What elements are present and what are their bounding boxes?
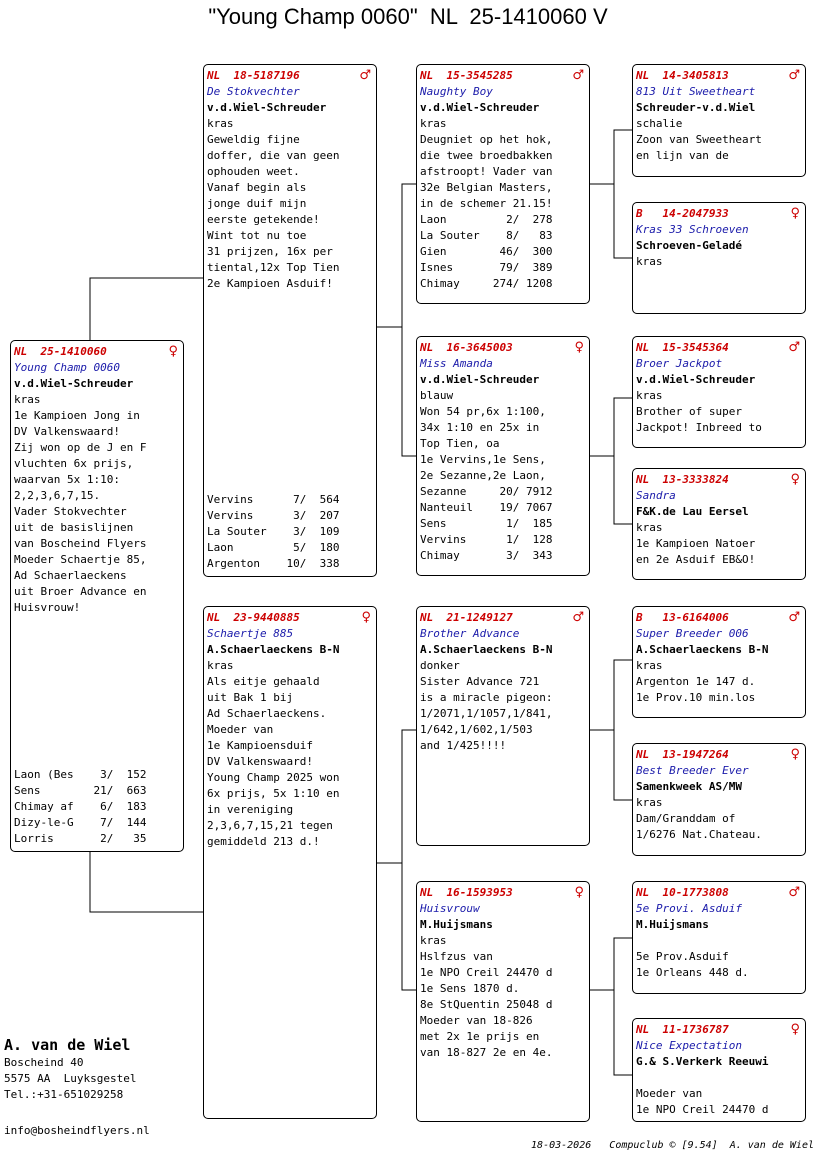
male-icon: ♂	[788, 340, 800, 355]
ring-number: NL 16-3645003	[420, 341, 513, 354]
pigeon-name: Young Champ 0060	[14, 361, 120, 374]
pigeon-note-line: Sister Advance 721	[420, 675, 540, 688]
pigeon-note-line: afstroopt! Vader van	[420, 165, 553, 178]
pigeon-name: Broer Jackpot	[636, 357, 723, 370]
ring-number: NL 15-3545364	[636, 341, 729, 354]
pigeon-color: kras	[636, 389, 663, 402]
pigeon-note-line: Dam/Granddam of	[636, 812, 736, 825]
pigeon-note-line: 1e Kampioensduif	[207, 739, 313, 752]
pigeon-note-line: 1e Vervins,1e Sens,	[420, 453, 546, 466]
pigeon-note-line: Moeder van	[636, 1087, 703, 1100]
pigeon-name: Huisvrouw	[420, 902, 480, 915]
pigeon-name: Schaertje 885	[207, 627, 294, 640]
pigeon-note-line: 2,2,3,6,7,15.	[14, 489, 101, 502]
pigeon-card-dss[interactable]	[632, 606, 806, 718]
pigeon-note-line: met 2x 1e prijs en	[420, 1030, 540, 1043]
pigeon-note-line: in de schemer 21.15!	[420, 197, 553, 210]
pigeon-owner: Schroeven-Geladé	[636, 239, 742, 252]
pigeon-card-sire[interactable]	[203, 64, 377, 577]
race-result-line: Vervins 7/ 564	[207, 493, 340, 506]
pigeon-note-line: uit Broer Advance en	[14, 585, 147, 598]
pigeon-note-line: 6x prijs, 5x 1:10 en	[207, 787, 340, 800]
pigeon-owner: F&K.de Lau Eersel	[636, 505, 749, 518]
pigeon-note-line: 2,3,6,7,15,21 tegen	[207, 819, 333, 832]
ring-number: NL 11-1736787	[636, 1023, 729, 1036]
pigeon-note-line: doffer, die van geen	[207, 149, 340, 162]
male-icon: ♂	[788, 885, 800, 900]
male-icon: ♂	[359, 68, 371, 83]
pigeon-color	[636, 1070, 802, 1086]
pigeon-note-line: Argenton 1e 147 d.	[636, 675, 756, 688]
pigeon-card-ddd[interactable]	[632, 1018, 806, 1122]
pigeon-color: kras	[636, 659, 663, 672]
pigeon-card-dam-dam[interactable]	[416, 881, 590, 1122]
race-result-line: Laon 5/ 180	[207, 541, 340, 554]
pigeon-owner: M.Huijsmans	[420, 918, 493, 931]
pigeon-note-line: 1e NPO Creil 24470 d	[636, 1103, 769, 1116]
pigeon-note-line: 1e NPO Creil 24470 d	[420, 966, 553, 979]
pigeon-note-line: 1e Orleans 448 d.	[636, 966, 749, 979]
ring-number: NL 14-3405813	[636, 69, 729, 82]
ring-number: NL 15-3545285	[420, 69, 513, 82]
male-icon: ♂	[788, 610, 800, 625]
breeder-phone: Tel.:+31-651029258	[4, 1088, 124, 1101]
pigeon-note-line: Moeder Schaertje 85,	[14, 553, 147, 566]
pigeon-color: kras	[14, 393, 41, 406]
female-icon: ♀	[790, 1022, 800, 1037]
pigeon-note-line: Zij won op de J en F	[14, 441, 147, 454]
pigeon-note-line: Won 54 pr,6x 1:100,	[420, 405, 546, 418]
pigeon-note-line: die twee broedbakken	[420, 149, 553, 162]
pigeon-note-line: 1e Kampioen Natoer	[636, 537, 756, 550]
pigeon-note-line: Chimay 274/ 1208	[420, 277, 553, 290]
pigeon-note-line: gemiddeld 213 d.!	[207, 835, 320, 848]
race-result-line: Argenton 10/ 338	[207, 557, 340, 570]
pigeon-name: 5e Provi. Asduif	[636, 902, 742, 915]
pigeon-note-line: Moeder van	[207, 723, 274, 736]
pigeon-note-line: Als eitje gehaald	[207, 675, 320, 688]
ring-number: NL 21-1249127	[420, 611, 513, 624]
race-result-line: Dizy-le-G 7/ 144	[14, 816, 147, 829]
pigeon-owner: M.Huijsmans	[636, 918, 709, 931]
pigeon-note-line: 1/642,1/602,1/503	[420, 723, 533, 736]
pigeon-name: Best Breeder Ever	[636, 764, 749, 777]
ring-number: B 13-6164006	[636, 611, 729, 624]
pigeon-note-line: 1e Prov.10 min.los	[636, 691, 756, 704]
male-icon: ♂	[572, 68, 584, 83]
pigeon-note-line: 1/2071,1/1057,1/841,	[420, 707, 553, 720]
pigeon-note-line: Nanteuil 19/ 7067	[420, 501, 553, 514]
race-result-line: Lorris 2/ 35	[14, 832, 147, 845]
pigeon-note-line: uit Bak 1 bij	[207, 691, 294, 704]
pigeon-note-line: 2e Sezanne,2e Laon,	[420, 469, 546, 482]
pigeon-color: kras	[207, 659, 234, 672]
footer-credits: 18-03-2026 Compuclub © [9.54] A. van de Wiel	[531, 1140, 814, 1151]
pigeon-note-line: DV Valkenswaard!	[207, 755, 313, 768]
pigeon-card-dam-sire[interactable]	[416, 606, 590, 846]
pigeon-name: 813 Uit Sweetheart	[636, 85, 756, 98]
pigeon-card-sdd[interactable]	[632, 468, 806, 580]
pigeon-owner: A.Schaerlaeckens B-N	[636, 643, 769, 656]
pigeon-owner: A.Schaerlaeckens B-N	[207, 643, 340, 656]
pigeon-note-line: Isnes 79/ 389	[420, 261, 553, 274]
race-result-line: La Souter 3/ 109	[207, 525, 340, 538]
pigeon-card-dds[interactable]	[632, 881, 806, 994]
pigeon-note-line: Geweldig fijne	[207, 133, 300, 146]
pigeon-name: Miss Amanda	[420, 357, 493, 370]
pigeon-color: blauw	[420, 389, 454, 402]
race-result-line: Sens 21/ 663	[14, 784, 147, 797]
pigeon-card-dsd[interactable]	[632, 743, 806, 856]
female-icon: ♀	[790, 206, 800, 221]
pigeon-note-line: is a miracle pigeon:	[420, 691, 553, 704]
pigeon-note-line: 1e Kampioen Jong in	[14, 409, 140, 422]
pigeon-note-line: Huisvrouw!	[14, 601, 81, 614]
pigeon-note-line: 1e Sens 1870 d.	[420, 982, 520, 995]
pigeon-owner: v.d.Wiel-Schreuder	[207, 101, 327, 114]
pigeon-note-line: Brother of super	[636, 405, 742, 418]
pigeon-owner: A.Schaerlaeckens B-N	[420, 643, 553, 656]
pigeon-owner: v.d.Wiel-Schreuder	[636, 373, 756, 386]
pigeon-color: kras	[636, 255, 663, 268]
pigeon-color: donker	[420, 659, 460, 672]
ring-number: NL 10-1773808	[636, 886, 729, 899]
pigeon-note-line: Sens 1/ 185	[420, 517, 553, 530]
pigeon-note-line: tiental,12x Top Tien	[207, 261, 340, 274]
pigeon-note-line: and 1/425!!!!	[420, 739, 507, 752]
pigeon-owner: v.d.Wiel-Schreuder	[14, 377, 134, 390]
pigeon-note-line: Moeder van 18-826	[420, 1014, 533, 1027]
pigeon-note-line: Ad Schaerlaeckens	[14, 569, 127, 582]
pigeon-note-line: waarvan 5x 1:10:	[14, 473, 120, 486]
pigeon-note-line: Jackpot! Inbreed to	[636, 421, 762, 434]
pigeon-note-line: Young Champ 2025 won	[207, 771, 340, 784]
female-icon: ♀	[168, 344, 178, 359]
pigeon-note-line: 34x 1:10 en 25x in	[420, 421, 540, 434]
pigeon-note-line: Ad Schaerlaeckens.	[207, 707, 327, 720]
ring-number: NL 23-9440885	[207, 611, 300, 624]
race-result-line: Chimay af 6/ 183	[14, 800, 147, 813]
pigeon-note-line: Sezanne 20/ 7912	[420, 485, 553, 498]
pigeon-note-line: 8e StQuentin 25048 d	[420, 998, 553, 1011]
pigeon-name: Naughty Boy	[420, 85, 493, 98]
female-icon: ♀	[574, 885, 584, 900]
female-icon: ♀	[790, 472, 800, 487]
breeder-name: A. van de Wiel	[4, 1036, 131, 1054]
pigeon-owner: G.& S.Verkerk Reeuwi	[636, 1055, 769, 1068]
pigeon-card-dam[interactable]	[203, 606, 377, 1119]
pigeon-owner: Samenkweek AS/MW	[636, 780, 742, 793]
pigeon-note-line: Hslfzus van	[420, 950, 493, 963]
pigeon-note-line: Vader Stokvechter	[14, 505, 127, 518]
pigeon-card-subject[interactable]	[10, 340, 184, 852]
pigeon-note-line: Top Tien, oa	[420, 437, 500, 450]
pigeon-color	[636, 933, 802, 949]
pigeon-note-line: La Souter 8/ 83	[420, 229, 553, 242]
pigeon-note-line: 2e Kampioen Asduif!	[207, 277, 333, 290]
race-result-line: Vervins 3/ 207	[207, 509, 340, 522]
breeder-address-city: 5575 AA Luyksgestel	[4, 1072, 137, 1085]
pigeon-color: kras	[420, 934, 447, 947]
pigeon-note-line: en 2e Asduif EB&O!	[636, 553, 756, 566]
pigeon-note-line: van 18-827 2e en 4e.	[420, 1046, 553, 1059]
pigeon-note-line: in vereniging	[207, 803, 294, 816]
pigeon-note-line: Deugniet op het hok,	[420, 133, 553, 146]
female-icon: ♀	[790, 747, 800, 762]
pigeon-card-sss[interactable]	[632, 64, 806, 177]
pigeon-color: schalie	[636, 117, 683, 130]
pigeon-color: kras	[636, 521, 663, 534]
pigeon-note-line: uit de basislijnen	[14, 521, 134, 534]
pigeon-note-line: DV Valkenswaard!	[14, 425, 120, 438]
pigeon-name: Brother Advance	[420, 627, 520, 640]
pigeon-owner: Schreuder-v.d.Wiel	[636, 101, 756, 114]
pigeon-note-line: ophouden weet.	[207, 165, 300, 178]
pigeon-name: Nice Expectation	[636, 1039, 742, 1052]
male-icon: ♂	[572, 610, 584, 625]
pigeon-color: kras	[636, 796, 663, 809]
pigeon-color: kras	[420, 117, 447, 130]
pigeon-note-line: Vervins 1/ 128	[420, 533, 553, 546]
breeder-address-street: Boscheind 40	[4, 1056, 84, 1069]
pigeon-note-line: 31 prijzen, 16x per	[207, 245, 333, 258]
pigeon-note-line: Zoon van Sweetheart	[636, 133, 762, 146]
race-result-line: Laon (Bes 3/ 152	[14, 768, 147, 781]
pigeon-owner: v.d.Wiel-Schreuder	[420, 101, 540, 114]
pigeon-card-ssd[interactable]	[632, 202, 806, 314]
pigeon-name: Sandra	[636, 489, 676, 502]
pigeon-name: Super Breeder 006	[636, 627, 749, 640]
pigeon-note-line: vluchten 6x prijs,	[14, 457, 134, 470]
pigeon-color: kras	[207, 117, 234, 130]
pigeon-card-sire-sire[interactable]	[416, 64, 590, 304]
pigeon-owner: v.d.Wiel-Schreuder	[420, 373, 540, 386]
breeder-email[interactable]: info@bosheindflyers.nl	[4, 1124, 150, 1137]
breeder-info	[4, 1035, 136, 1103]
pigeon-card-sire-dam[interactable]	[416, 336, 590, 576]
pigeon-note-line: jonge duif mijn	[207, 197, 307, 210]
pigeon-note-line: Wint tot nu toe	[207, 229, 307, 242]
pigeon-name: De Stokvechter	[207, 85, 300, 98]
female-icon: ♀	[361, 610, 371, 625]
pigeon-note-line: Vanaf begin als	[207, 181, 307, 194]
pigeon-note-line: 1/6276 Nat.Chateau.	[636, 828, 762, 841]
pigeon-note-line: eerste getekende!	[207, 213, 320, 226]
ring-number: NL 13-1947264	[636, 748, 729, 761]
pigeon-card-sds[interactable]	[632, 336, 806, 448]
ring-number: B 14-2047933	[636, 207, 729, 220]
pigeon-note-line: en lijn van de	[636, 149, 729, 162]
pigeon-note-line: Laon 2/ 278	[420, 213, 553, 226]
ring-number: NL 16-1593953	[420, 886, 513, 899]
pigeon-name: Kras 33 Schroeven	[636, 223, 749, 236]
pigeon-note-line: van Boscheind Flyers	[14, 537, 147, 550]
female-icon: ♀	[574, 340, 584, 355]
pedigree-title: "Young Champ 0060" NL 25-1410060 V	[208, 4, 608, 29]
ring-number: NL 18-5187196	[207, 69, 300, 82]
pigeon-note-line: Chimay 3/ 343	[420, 549, 553, 562]
pigeon-note-line: 5e Prov.Asduif	[636, 950, 729, 963]
male-icon: ♂	[788, 68, 800, 83]
ring-number: NL 25-1410060	[14, 345, 107, 358]
pigeon-note-line: Gien 46/ 300	[420, 245, 553, 258]
pigeon-note-line: 32e Belgian Masters,	[420, 181, 553, 194]
ring-number: NL 13-3333824	[636, 473, 729, 486]
